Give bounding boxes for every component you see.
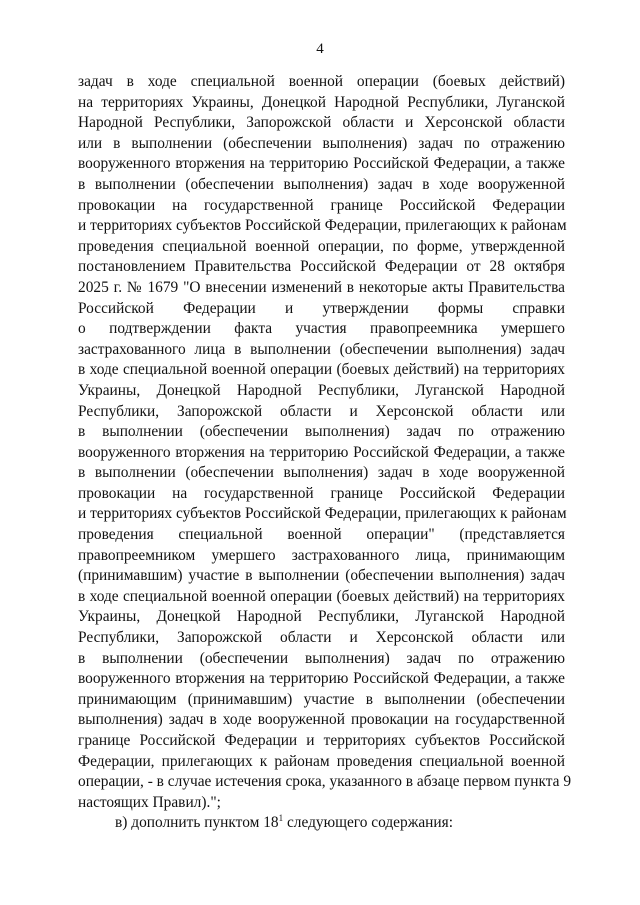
text-line: в ходе специальной военной операции (боевых действий) на территориях (78, 361, 565, 379)
text-line: и территориях субъектов Российской Федерации, прилегающих к районам (78, 505, 567, 523)
text-line: Украины, Донецкой Народной Республики, Луганской Народной (78, 608, 565, 626)
text-line: вооруженного вторжения на территорию Российской Федерации, а также (78, 443, 565, 461)
text-line: правопреемником умершего застрахованного лица, принимающим (78, 546, 565, 564)
text-line: проведения специальной военной операции, по форме, утвержденной (78, 237, 565, 255)
paragraph-amendment-item-v (78, 813, 565, 834)
text-line: в ходе специальной военной операции (боевых действий) на территориях (78, 587, 565, 605)
paragraph-continuation (78, 72, 572, 813)
text-line: в выполнении (обеспечении выполнения) задач в ходе вооруженной (78, 464, 565, 482)
text-line: или в выполнении (обеспечении выполнения) задач по отражению (78, 134, 565, 152)
text-line: застрахованного лица в выполнении (обеспечении выполнения) задач (78, 340, 565, 358)
text-line: Украины, Донецкой Народной Республики, Луганской Народной (78, 381, 565, 399)
text-line: вооруженного вторжения на территорию Российской Федерации, а также (78, 670, 565, 688)
text-line: в выполнении (обеспечении выполнения) задач по отражению (78, 423, 565, 441)
text-line: границе Российской Федерации и территориях субъектов Российской (78, 732, 565, 749)
amendment-superscript: 1 (278, 813, 284, 824)
text-line: в выполнении (обеспечении выполнения) задач в ходе вооруженной (78, 175, 565, 193)
text-line: задач в ходе специальной военной операции (боевых действий) (78, 73, 565, 90)
text-line: вооруженного вторжения на территорию Российской Федерации, а также (78, 155, 565, 173)
text-line: Республики, Запорожской области и Херсонской области или (78, 402, 565, 420)
text-line: принимающим (принимавшим) участие в выполнении (обеспечении (78, 690, 565, 708)
text-line: в выполнении (обеспечении выполнения) задач по отражению (78, 649, 565, 667)
amendment-text-after: следующего содержания: (283, 814, 453, 832)
text-line: 2025 г. № 1679 "О внесении изменений в некоторые акты Правительства (78, 278, 565, 296)
text-line: выполнения) задач в ходе вооруженной провокации на государственной (78, 711, 565, 729)
text-line: Республики, Запорожской области и Херсонской области или (78, 629, 565, 647)
text-line: постановлением Правительства Российской Федерации от 28 октября (78, 258, 565, 276)
amendment-text-before: в) дополнить пунктом 18 (115, 814, 279, 832)
text-line: провокации на государственной границе Российской Федерации (78, 196, 565, 214)
text-line: настоящих Правил)."; (78, 793, 221, 811)
text-line: операции, - в случае истечения срока, указанного в абзаце первом пункта 9 (78, 773, 572, 791)
text-line: и территориях субъектов Российской Федерации, прилегающих к районам (78, 217, 567, 235)
text-line: провокации на государственной границе Российской Федерации (78, 484, 565, 502)
text-line: на территориях Украины, Донецкой Народной Республики, Луганской (78, 93, 565, 111)
text-line: проведения специальной военной операции" (представляется (78, 526, 565, 544)
text-line: о подтверждении факта участия правопреемника умершего (78, 320, 565, 338)
page-number: 4 (316, 41, 324, 57)
text-line: (принимавшим) участие в выполнении (обеспечении выполнения) задач (78, 567, 565, 585)
document-body (78, 72, 572, 834)
text-line: Российской Федерации и утверждении формы справки (78, 299, 565, 317)
text-line: Народной Республики, Запорожской области и Херсонской области (78, 114, 565, 132)
text-line: Федерации, прилегающих к районам проведения специальной военной (78, 752, 565, 770)
